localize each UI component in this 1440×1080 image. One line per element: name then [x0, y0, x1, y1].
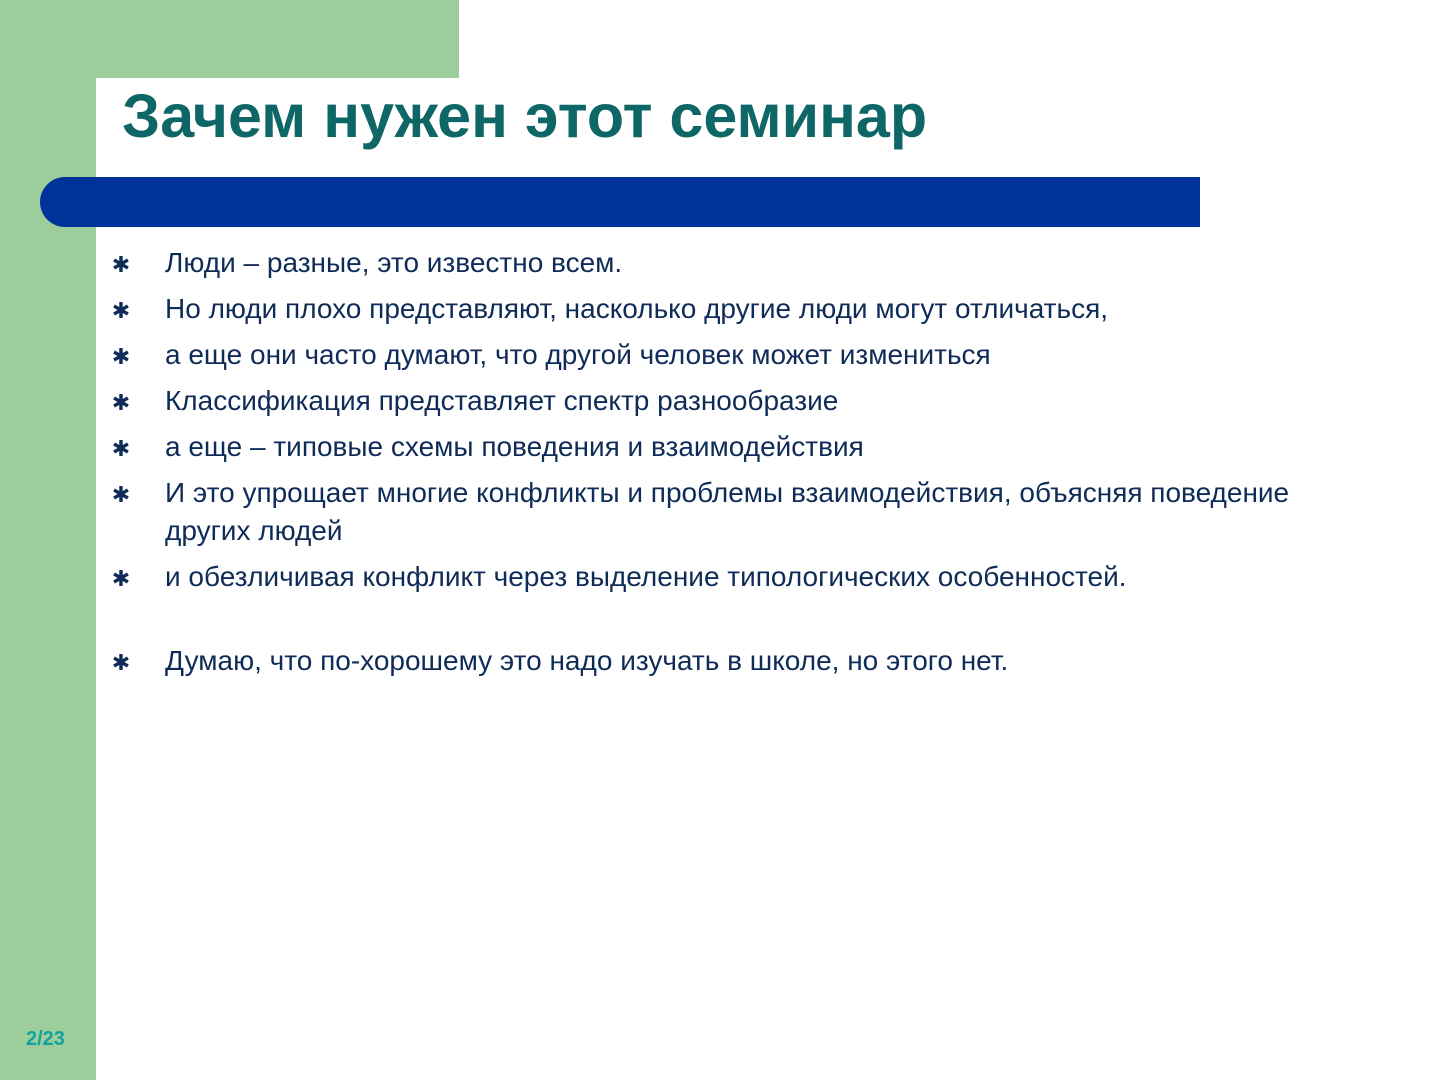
asterisk-bullet-icon: ✱ [111, 566, 131, 591]
bullet-list [110, 244, 1330, 688]
asterisk-bullet-icon: ✱ [111, 650, 131, 675]
asterisk-bullet-icon: ✱ [111, 252, 131, 277]
bullet-text: И это упрощает многие конфликты и проблемы взаимодействия, объясняя поведение других людей [165, 477, 1290, 546]
asterisk-bullet-icon: ✱ [111, 436, 131, 461]
asterisk-bullet-icon: ✱ [111, 390, 131, 415]
asterisk-bullet-icon: ✱ [111, 298, 131, 323]
bullet-item [110, 558, 1330, 596]
page-number: 2/23 [26, 1028, 65, 1050]
green-top-band [0, 0, 459, 78]
asterisk-bullet-icon: ✱ [111, 482, 131, 507]
bullet-item [110, 290, 1330, 328]
bullet-text: и обезличивая конфликт через выделение типологических особенностей. [165, 561, 1127, 592]
bullet-item [110, 244, 1330, 282]
bullet-text: а еще они часто думают, что другой человек может измениться [165, 339, 991, 370]
bullet-item [110, 336, 1330, 374]
blue-title-bar [40, 177, 1200, 227]
asterisk-bullet-icon: ✱ [111, 344, 131, 369]
slide-title: Зачем нужен этот семинар [122, 82, 928, 150]
bullet-text: Думаю, что по-хорошему это надо изучать в школе, но этого нет. [165, 645, 1009, 676]
green-side-band [0, 0, 96, 1080]
bullet-text: Но люди плохо представляют, насколько другие люди могут отличаться, [165, 293, 1109, 324]
bullet-item [110, 474, 1330, 550]
bullet-text: а еще – типовые схемы поведения и взаимодействия [165, 431, 864, 462]
bullet-item [110, 382, 1330, 420]
bullet-item [110, 642, 1330, 680]
bullet-item [110, 428, 1330, 466]
bullet-text: Люди – разные, это известно всем. [165, 247, 623, 278]
bullet-text: Классификация представляет спектр разнообразие [165, 385, 839, 416]
